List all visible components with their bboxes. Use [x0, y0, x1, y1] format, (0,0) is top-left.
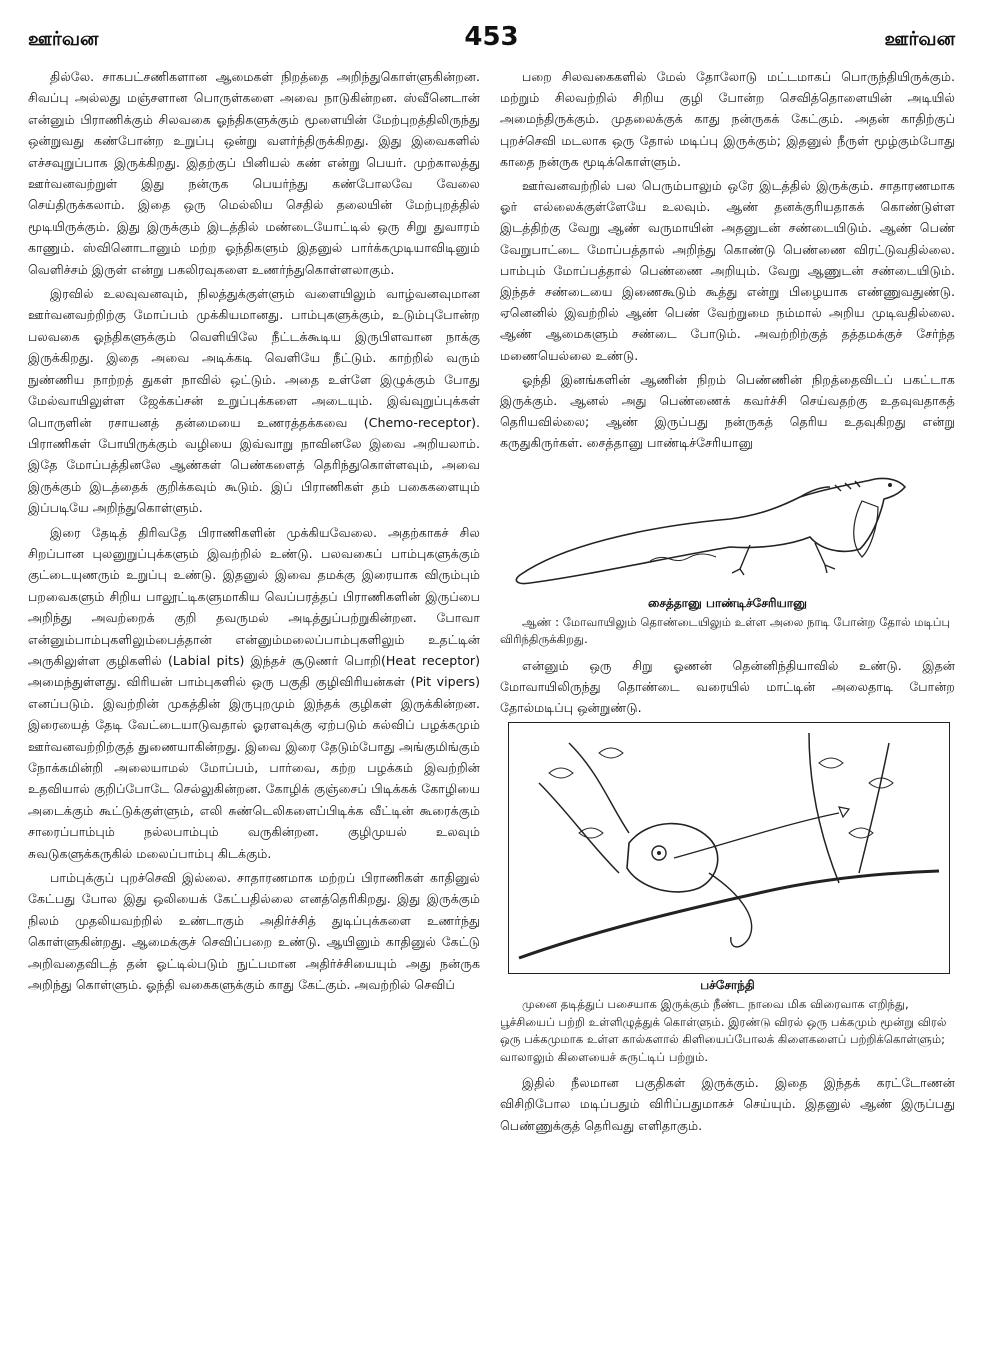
- figure-caption: முனை தடித்துப் பசையாக இருக்கும் நீண்ட நாவை மிக விரைவாக எறிந்து, பூச்சியைப் பற்றி உள்ளிழுத்துக் கொள்ளும். இரண்டு விரல் ஒரு பக்கமும் மூன்று விரல் ஒரு பக்கமுமாக உள்ள கால்களால் கிளியைப்போலக் கிளைகளைப் பற்றிக்கொள்ளும்; வாலாலும் கிளையைச் சுருட்டிப் பற்றும்.: [500, 997, 947, 1064]
- running-head-left: ஊர்வன: [28, 28, 99, 50]
- paragraph: இரை தேடித் திரிவதே பிராணிகளின் முக்கியவேலை. அதற்காகச் சில சிறப்பான புலனுறுப்புக்களும் இவற்றில் உண்டு. பலவகைப் பாம்புகளுக்கும் குட்டையுணரும் உறுப்பு உண்டு. இதனுல் இவை தமக்கு இரையாக விரும்பும் பறவைகளும் சிறிய பாலூட்டிகளுமாகிய வெப்பரத்தப் பிராணிகளின் இருப்பை அறிந்து அவற்றைக் குறி தவருமல் அடித்துப்பற்றுகின்றன. போவா என்னும்பாம்புகளிலும்பைத்தான் என்னும்மலைப்பாம்புகளிலும் உதட்டின் அருகிலுள்ள குழிகளில் (Labial pits) இந்தச் சூடுணர் பொறி(Heat receptor) அமைந்துள்ளது. விரியன் பாம்புகளில் ஒரு பகுதி குழிவிரியன்கள் (Pit vipers) எனப்படும். இவற்றின் முகத்தின் இருபுறமும் இந்தக் குழிகள் இருக்கின்றன. இரையைத் தேடி வேட்டையாடுவதால் ஓரளவுக்கு ஏற்படும் கல்விப் பழக்கமும் ஊர்வனவற்றிற்குத் துணையாகின்றது. இவை இரை தேடும்போது அங்குமிங்கும் நோக்கமின்றி அலையாமல் மோப்பம், பார்வை, கற்ற பழக்கம் இவற்றின் உதவியால் குறிப்போடே செல்லுகின்றன. கோழிக் குஞ்சைப் பிடிக்கக் கோழியை அடைக்கும் கூட்டுக்குள்ளும், எலி சுண்டெலிகளைப்பிடிக்க வீட்டின் கூரைக்கும் சாரைப்பாம்பும் நல்லபாம்பும் வருகின்றன. குழிமுயல் உலவும் சுவடுகளுக்கருகில் மலைப்பாம்பு கிடக்கும்.: [28, 524, 480, 861]
- page-number: 453: [464, 22, 519, 52]
- figure-title: பச்சோந்தி: [700, 978, 755, 993]
- paragraph: பாம்புக்குப் புறச்செவி இல்லை. சாதாரணமாக மற்றப் பிராணிகள் காதினுல் கேட்பது போல இது ஒலியைக் கேட்பதில்லை எனத்தெரிகிறது. இது இருக்கும் நிலம் முதலியவற்றில் உண்டாகும் அதிர்ச்சித் துடிப்புக்களை உணர்ந்து கொள்ளுகின்றது. ஆமைக்குச் செவிப்பறை உண்டு. ஆயினும் காதினுல் கேட்டு அறிவதைவிடத் தன் ஓட்டில்படும் நுட்பமான அதிர்ச்சியையும் அது நன்ருக அறிந்து கொள்ளும். ஓந்தி வகைகளுக்கும் காது கேட்கும். அவற்றில் செவிப்: [28, 870, 480, 993]
- left-column: [28, 66, 480, 1356]
- chameleon-illustration: [509, 723, 949, 973]
- page-header: [28, 22, 955, 62]
- paragraph: என்னும் ஒரு சிறு ஓணன் தென்னிந்தியாவில் உண்டு. இதன் மோவாயிலிருந்து தொண்டை வரையில் மாட்டின் அலைதாடி போன்ற தோல்மடிப்பு ஒன்றுண்டு.: [500, 657, 955, 716]
- paragraph: இதில் நீலமான பகுதிகள் இருக்கும். இதை இந்தக் கரட்டோணன் விசிறிபோல மடிப்பதும் விரிப்பதுமாகச் செய்யும். இதனுல் ஆண் இருப்பது பெண்ணுக்குத் தெரிவது எளிதாகும்.: [500, 1075, 955, 1133]
- lizard-illustration: [500, 457, 955, 592]
- figure-caption: ஆண் : மோவாயிலும் தொண்டையிலும் உள்ள அலை நாடி போன்ற தோல் மடிப்பு விரிந்திருக்கிறது.: [500, 614, 951, 647]
- paragraph: ஊர்வனவற்றில் பல பெரும்பாலும் ஒரே இடத்தில் இருக்கும். சாதாரணமாக ஓர் எல்லைக்குள்ளேயே உலவும். ஆண் தனக்குரியதாகக் கொண்டுள்ள இடத்திற்கு வேறு ஆண் வருமாயின் அதனுடன் சண்டையிடும். ஆண் பெண் வேறுபாட்டை மோப்பத்தால் அறிந்து கொண்டு பெண்ணை விரட்டுவதில்லை. பாம்பும் மோப்பத்தால் பெண்ணை அறியும். வேறு ஆணுடன் சண்டையிடும். இந்தச் சண்டையை இணைகூடும் கூத்து என்று பிழையாக எண்ணுவதுண்டு. ஏனெனில் இவற்றில் ஆண் பெண் வேற்றுமை நம்மால் அறிய முடிவதில்லை. ஆண் ஆமைகளும் சண்டை போடும். அவற்றிற்குத் தத்தமக்குச் சேர்ந்த மணையெல்லை உண்டு.: [500, 178, 955, 363]
- paragraph: பறை சிலவகைகளில் மேல் தோலோடு மட்டமாகப் பொருந்தியிருக்கும். மற்றும் சிலவற்றில் சிறிய குழி போன்ற செவித்தொளையின் அடியில் அமைந்திருக்கும். முதலைக்குக் காது நன்ருகக் கேட்கும். அதன் காதிற்குப் புறச்செவி மடலாக ஒரு தோல் மடிப்பு இருக்கும்; இதனுல் நீருள் மூழ்கும்போது காதை நன்ருக மூடிக்கொள்ளும்.: [500, 69, 955, 169]
- figure-lizard: [500, 457, 955, 649]
- paragraph: தில்லே. சாகபட்சணிகளான ஆமைகள் நிறத்தை அறிந்துகொள்ளுகின்றன. சிவப்பு அல்லது மஞ்சளான பொருள்களை அவை நாடுகின்றன. ஸ்வீனெடான் என்னும் பிராணிக்கும் சிலவகை ஓந்திகளுக்கும் மூளையின் மேற்புறத்திலிருந்து ஒன்றுவது கண்போன்ற உறுப்பு ஒன்று வளர்ந்திருக்கிறது. இது இவைகளில் எச்சவுறுப்பாக இருக்கிறது. இதற்குப் பினியல் கண் என்று பெயர். முற்காலத்து ஊர்வனவற்றுள் இது நன்ருக பெயர்ந்து கண்போலவே வேலை செய்திருக்கலாம். இதை ஒரு மெல்லிய செதில் தலையின் மேற்புறத்தில் மூடியிருக்கும். இது இருக்கும் இடத்தில் மண்டையோட்டில் ஒரு சிறு துவாரம் காணும். ஸ்வினொடானும் மற்ற ஓந்திகளும் இதனுல் பார்க்கமுடியாவிடினும் வெளிச்சம் இருள் என்று பகலிரவுகளை உணர்ந்துகொள்ளலாகும்.: [28, 69, 480, 277]
- running-head-right: ஊர்வன: [884, 28, 955, 50]
- figure-chameleon: [500, 722, 955, 1066]
- figure-title: சைத்தானு பாண்டிச்சேரியானு: [648, 595, 807, 610]
- right-column: [500, 66, 955, 1356]
- chameleon-illustration-frame: [508, 722, 950, 974]
- paragraph: இரவில் உலவுவனவும், நிலத்துக்குள்ளும் வளையிலும் வாழ்வனவுமான ஊர்வனவற்றிற்கு மோப்பம் முக்கியமானது. பாம்புகளுக்கும், உடும்புபோன்ற பலவகை ஓந்திகளுக்கும் வெளியிலே நீட்டக்கூடிய இருபிளவான நாக்கு இருக்கிறது. இதை அவை அடிக்கடி வெளியே நீட்டும். காற்றில் வரும் நுண்ணிய நாற்றத் துகள் நாவில் ஒட்டும். அதை உள்ளே இழுக்கும் போது மேல்வாயிலுள்ள ஜேக்கப்சன் உறுப்புக்களை அடையும். இவ்வுறுப்புக்கள் பொருளின் ரசாயனத் தன்மையை உணரத்தக்கவை (Chemo-receptor). பிராணிகள் போயிருக்கும் வழியை இவ்வாறு நாவினலே இவை அறியலாம். இதே மோப்பத்தினலே ஆண்கள் பெண்களைத் தெரிந்துகொள்ளவும், அவை இருக்கும் இடத்தைக் குறிக்கவும் கூடும். இப் பிராணிகள் தம் பகைகளையும் இப்படியே அறிந்துகொள்ளும்.: [28, 286, 480, 516]
- paragraph: ஓந்தி இனங்களின் ஆணின் நிறம் பெண்ணின் நிறத்தைவிடப் பகட்டாக இருக்கும். ஆனல் அது பெண்ணைக் கவர்ச்சி செய்வதற்கு உதவுவதாகத் தெரியவில்லை; ஆண் இருப்பது நன்ருகத் தெரிய உதவுகிறது என்று கருதுகிருர்கள். சைத்தானு பாண்டிச்சேரியானு: [500, 371, 955, 451]
